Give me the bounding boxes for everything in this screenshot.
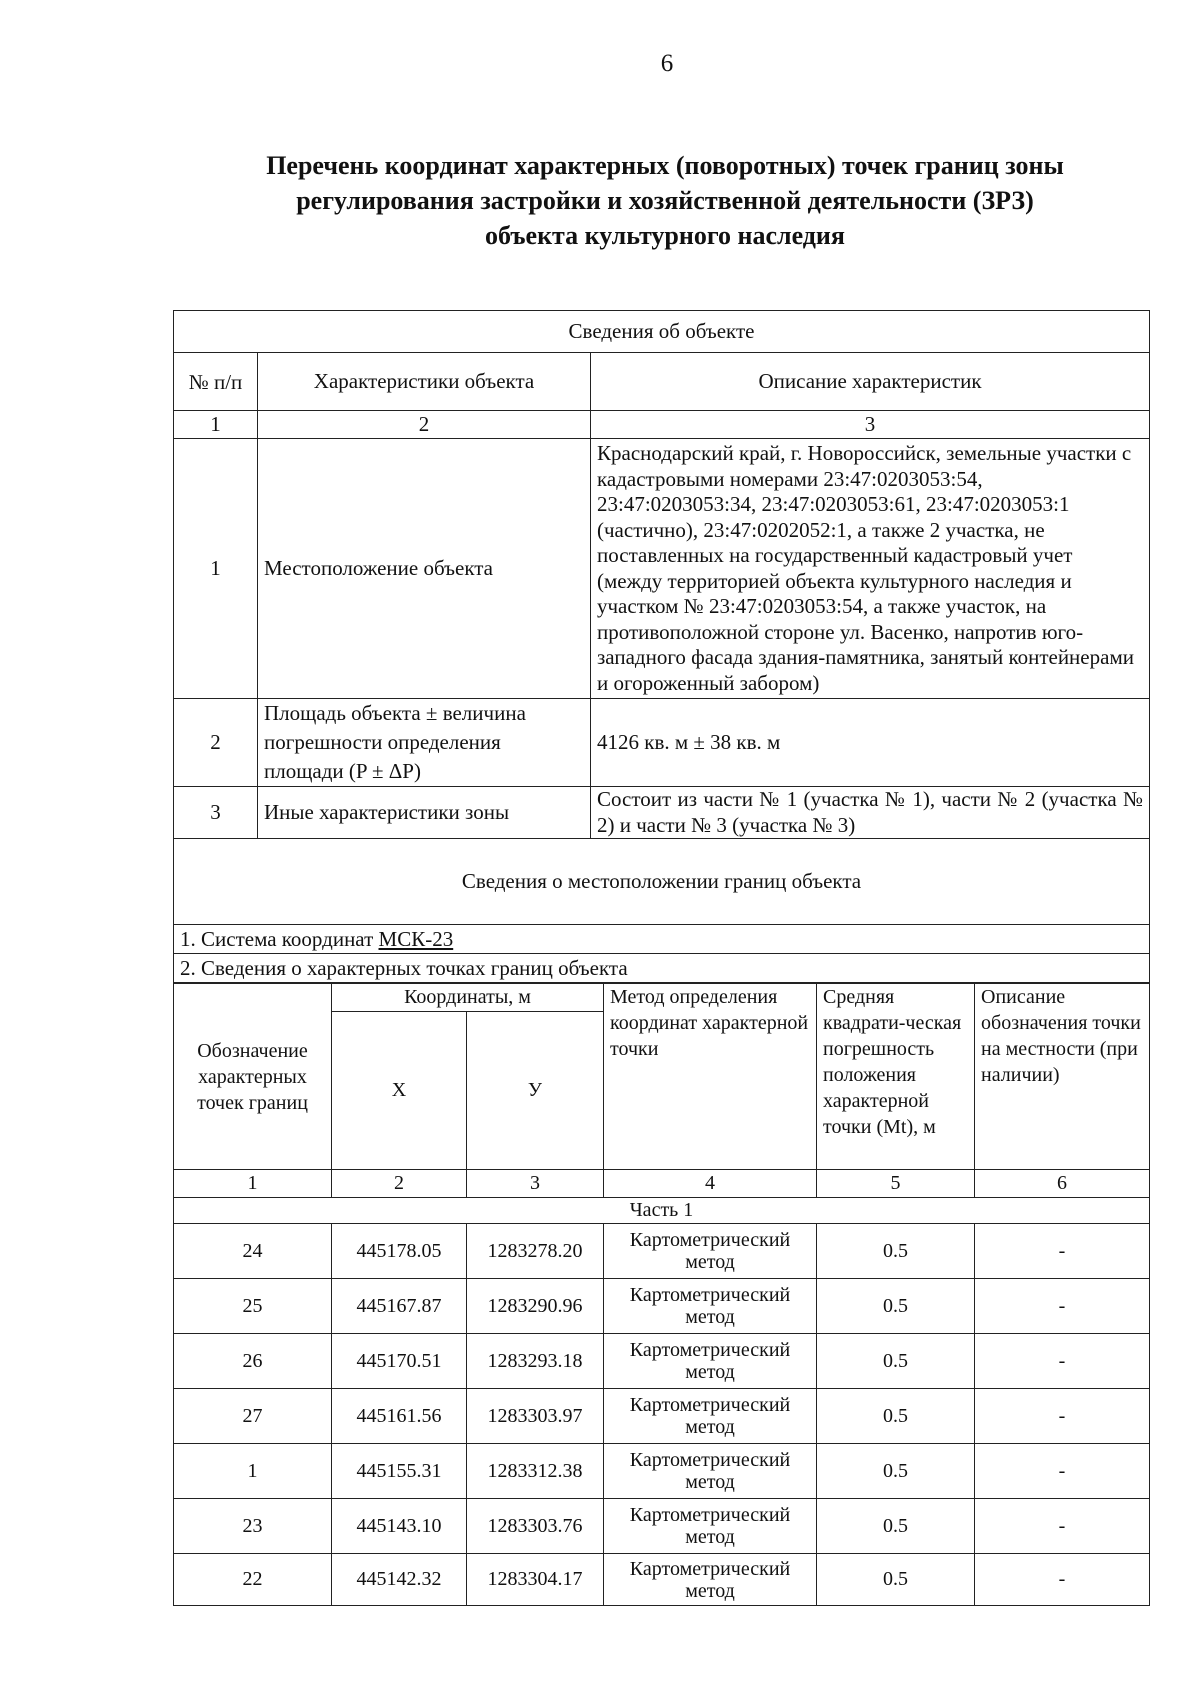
header-description: Описание характеристик [591,353,1150,411]
point-description: - [975,1444,1150,1499]
point-error: 0.5 [817,1334,975,1389]
point-y: 1283293.18 [467,1334,604,1389]
object-info-section-title: Сведения об объекте [174,311,1150,353]
header-characteristic: Характеристики объекта [258,353,591,411]
header-y: У [467,1012,604,1170]
point-id: 26 [174,1334,332,1389]
point-method: Картометрический метод [604,1499,817,1554]
col-number: 4 [604,1170,817,1198]
point-id: 1 [174,1444,332,1499]
coordinate-system [174,925,1150,954]
point-error: 0.5 [817,1224,975,1279]
header-designation: Обозначение характерных точек границ [174,984,332,1170]
point-method: Картометрический метод [604,1334,817,1389]
point-description: - [975,1279,1150,1334]
table-row [174,1334,1150,1389]
point-id: 24 [174,1224,332,1279]
title-line-1: Перечень координат характерных (поворотных) точек границ зоны [266,151,1064,180]
point-x: 445178.05 [332,1224,467,1279]
point-id: 23 [174,1499,332,1554]
point-error: 0.5 [817,1554,975,1606]
point-description: - [975,1224,1150,1279]
point-y: 1283303.76 [467,1499,604,1554]
col-number: 1 [174,411,258,439]
row-num: 2 [174,699,258,787]
point-id: 27 [174,1389,332,1444]
point-y: 1283312.38 [467,1444,604,1499]
title-line-3: объекта культурного наследия [485,221,845,250]
point-x: 445143.10 [332,1499,467,1554]
row-num: 3 [174,787,258,839]
point-description: - [975,1499,1150,1554]
table-row [174,439,1150,699]
col-number: 2 [258,411,591,439]
coordinate-system-value: МСК-23 [378,926,454,951]
table-row [174,787,1150,839]
header-method: Метод определения координат характерной точки [604,984,817,1170]
col-number: 3 [467,1170,604,1198]
point-description: - [975,1389,1150,1444]
point-error: 0.5 [817,1389,975,1444]
col-number: 3 [591,411,1150,439]
points-table [173,983,1150,1606]
row-characteristic: Иные характеристики зоны [258,787,591,839]
row-description: Состоит из части № 1 (участка № 1), части № 2 (участка № 2) и части № 3 (участка № 3) [591,787,1150,839]
row-num: 1 [174,439,258,699]
point-description: - [975,1554,1150,1606]
point-id: 22 [174,1554,332,1606]
col-number: 2 [332,1170,467,1198]
table-row [174,1444,1150,1499]
header-error: Средняя квадрати-ческая погрешность положения характерной точки (Mt), м [817,984,975,1170]
point-y: 1283278.20 [467,1224,604,1279]
header-location-desc: Описание обозначения точки на местности (при наличии) [975,984,1150,1170]
point-x: 445142.32 [332,1554,467,1606]
part-label: Часть 1 [174,1198,1150,1224]
header-coordinates: Координаты, м [332,984,604,1012]
point-error: 0.5 [817,1499,975,1554]
point-y: 1283303.97 [467,1389,604,1444]
coordinate-system-label: 1. Система координат [180,926,379,951]
col-number: 5 [817,1170,975,1198]
table-row [174,1389,1150,1444]
point-y: 1283304.17 [467,1554,604,1606]
point-error: 0.5 [817,1279,975,1334]
point-x: 445167.87 [332,1279,467,1334]
row-characteristic: Местоположение объекта [258,439,591,699]
page-number: 6 [660,50,674,77]
row-description: Краснодарский край, г. Новороссийск, земельные участки с кадастровыми номерами 23:47:0203053:54, 23:47:0203053:34, 23:47:0203053:61, 23:47:0203053:1 (частично), 23:47:0202052:1, а также 2 участка, не поставленных на государственный кадастровый учет (между территорией объекта культурного наследия и участком № 23:47:0203053:54, а также участок, на противоположной стороне ул. Васенко, напротив юго-западного фасада здания-памятника, занятый контейнерами и огороженный забором) [591,439,1150,699]
document-title [180,148,1150,253]
point-id: 25 [174,1279,332,1334]
location-section-title: Сведения о местоположении границ объекта [174,839,1150,925]
point-method: Картометрический метод [604,1389,817,1444]
row-characteristic: Площадь объекта ± величина погрешности определения площади (P ± ΔP) [258,699,591,787]
table-row [174,1499,1150,1554]
points-section-title: 2. Сведения о характерных точках границ объекта [174,954,1150,983]
point-method: Картометрический метод [604,1554,817,1606]
table-row [174,699,1150,787]
table-row [174,1554,1150,1606]
point-method: Картометрический метод [604,1444,817,1499]
header-num: № п/п [174,353,258,411]
point-x: 445155.31 [332,1444,467,1499]
object-info-table [173,310,1150,983]
row-description: 4126 кв. м ± 38 кв. м [591,699,1150,787]
point-method: Картометрический метод [604,1279,817,1334]
point-error: 0.5 [817,1444,975,1499]
point-x: 445161.56 [332,1389,467,1444]
point-y: 1283290.96 [467,1279,604,1334]
table-row [174,1224,1150,1279]
col-number: 1 [174,1170,332,1198]
point-x: 445170.51 [332,1334,467,1389]
col-number: 6 [975,1170,1150,1198]
header-x: X [332,1012,467,1170]
table-row [174,1279,1150,1334]
point-description: - [975,1334,1150,1389]
point-method: Картометрический метод [604,1224,817,1279]
title-line-2: регулирования застройки и хозяйственной деятельности (ЗРЗ) [296,186,1034,215]
